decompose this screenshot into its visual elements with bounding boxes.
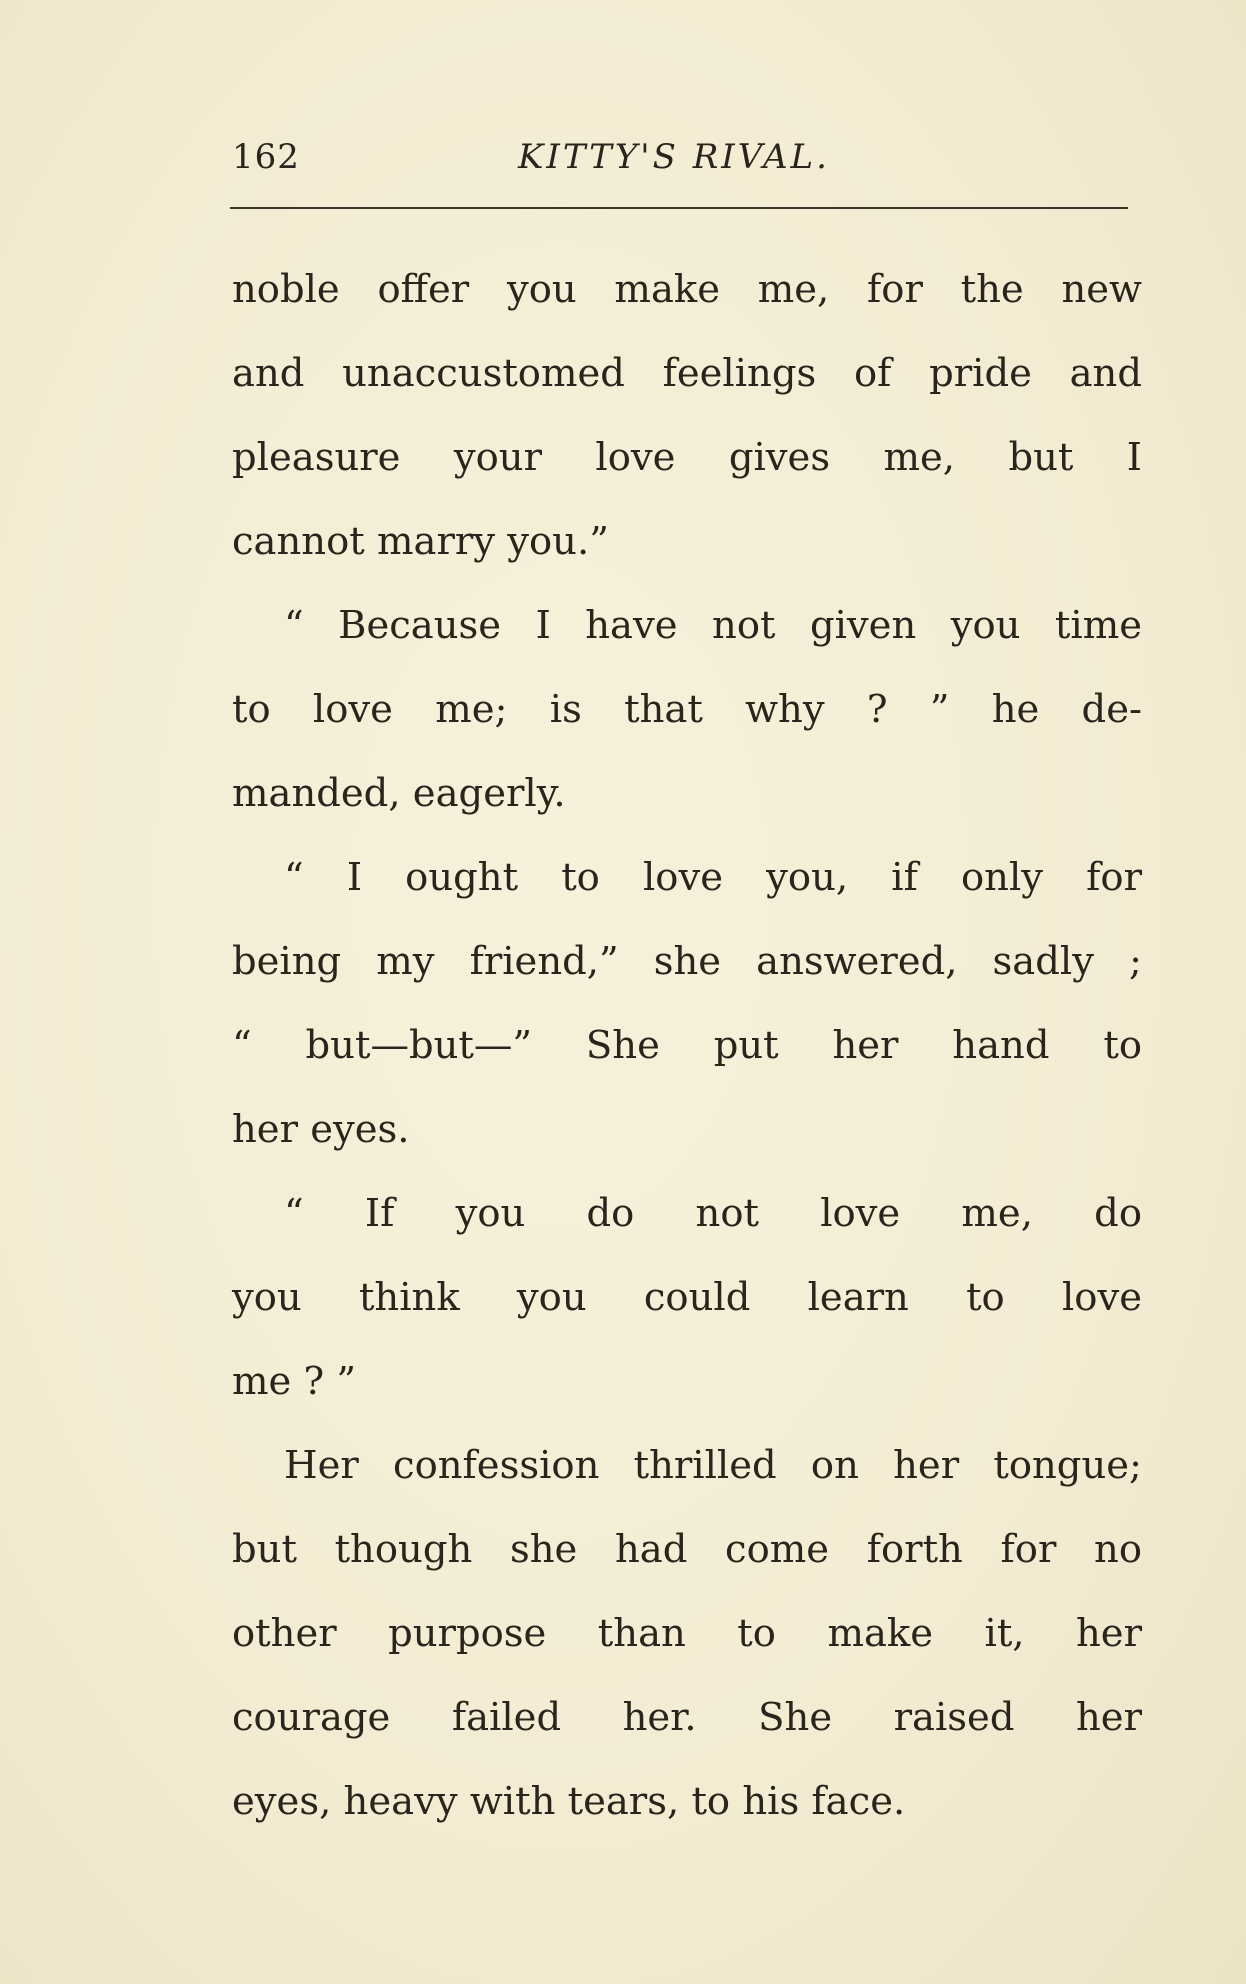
text-line: “ Because I have not given you time: [284, 603, 1142, 648]
page-number: 162: [232, 137, 300, 177]
text-line: you think you could learn to love: [232, 1275, 1142, 1320]
text-line: noble offer you make me, for the new: [232, 267, 1142, 312]
text-line: Her confession thrilled on her tongue;: [284, 1443, 1142, 1488]
header-rule: [230, 207, 1128, 209]
text-line: courage failed her. She raised her: [232, 1695, 1142, 1740]
running-title: KITTY'S RIVAL.: [518, 137, 830, 177]
body-text: [232, 248, 1142, 1844]
text-line: “ I ought to love you, if only for: [284, 855, 1142, 900]
text-line: me ? ”: [232, 1359, 357, 1404]
page-header: [232, 132, 1128, 182]
text-line: to love me; is that why ? ” he de-: [232, 687, 1142, 732]
text-line: other purpose than to make it, her: [232, 1611, 1142, 1656]
text-line: pleasure your love gives me, but I: [232, 435, 1142, 480]
text-line: “ If you do not love me, do: [284, 1191, 1142, 1236]
text-line: manded, eagerly.: [232, 771, 566, 816]
text-line: cannot marry you.”: [232, 519, 609, 564]
text-line: being my friend,” she answered, sadly ;: [232, 939, 1142, 984]
text-line: her eyes.: [232, 1107, 410, 1152]
text-line: eyes, heavy with tears, to his face.: [232, 1779, 906, 1824]
text-line: “ but—but—” She put her hand to: [232, 1023, 1142, 1068]
text-line: but though she had come forth for no: [232, 1527, 1142, 1572]
text-line: and unaccustomed feelings of pride and: [232, 351, 1142, 396]
